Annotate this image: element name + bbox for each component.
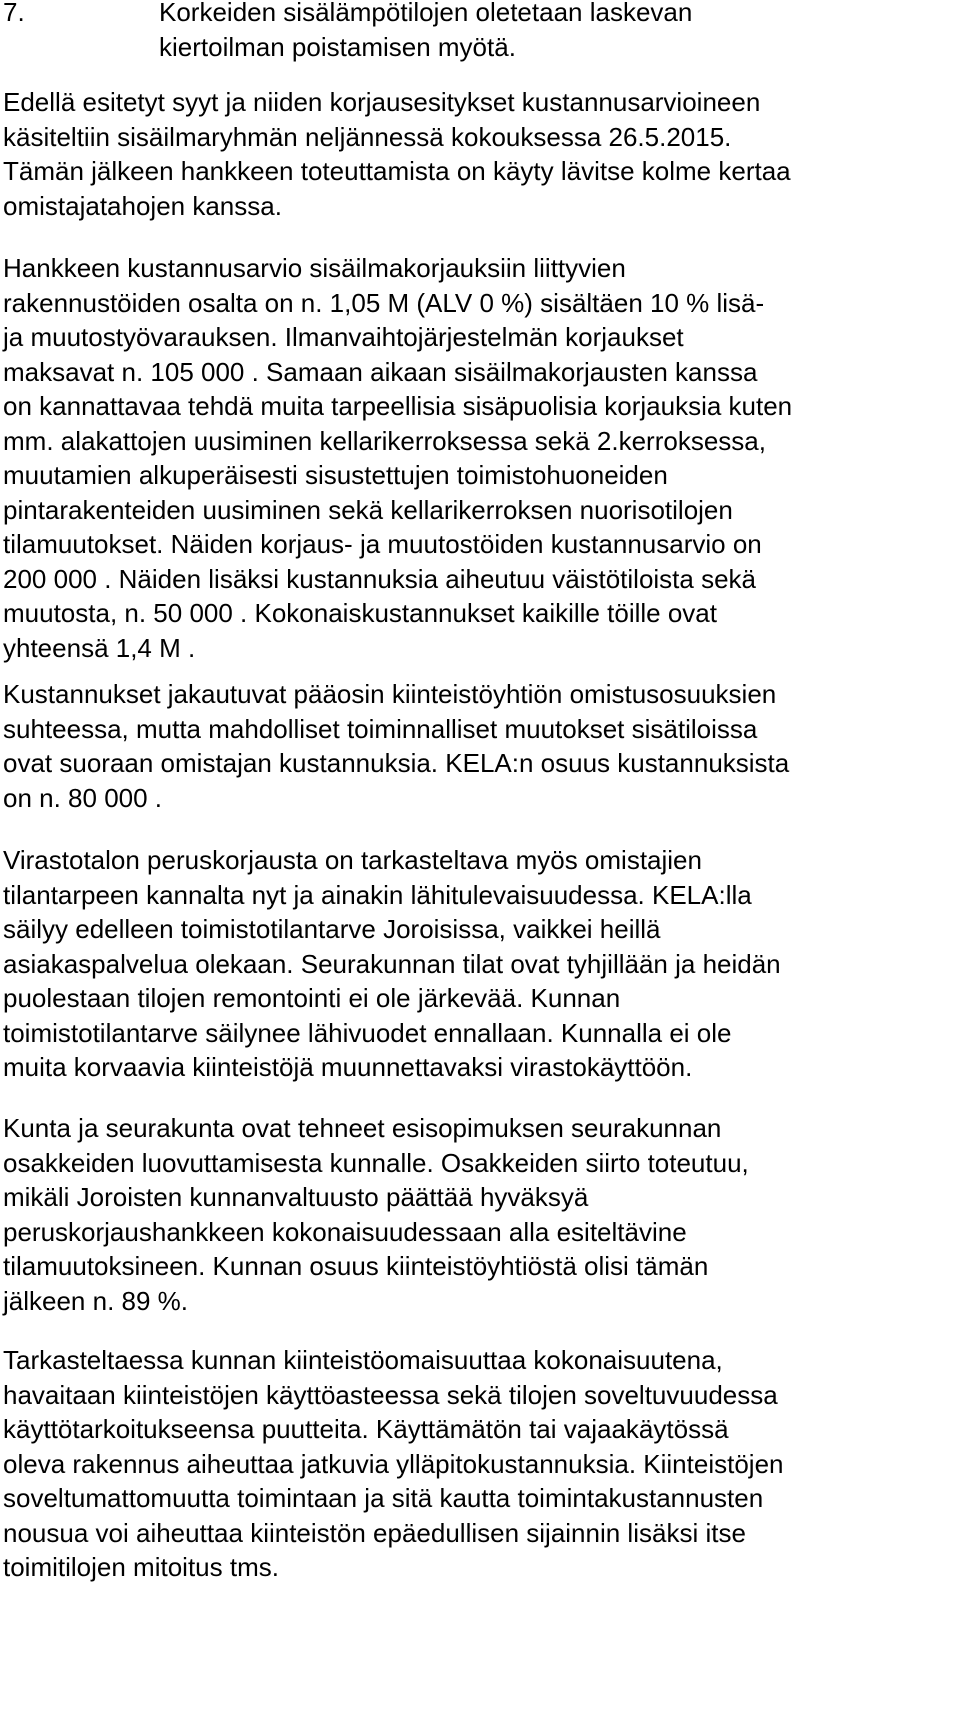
text-line: muutamien alkuperäisesti sisustettujen toimistohuoneiden xyxy=(3,460,668,490)
paragraph-cost-distribution xyxy=(3,677,949,815)
text-line: ja muutostyövarauksen. Ilmanvaihtojärjestelmän korjaukset xyxy=(3,322,684,352)
text-line: nousua voi aiheuttaa kiinteistön epäedullisen sijainnin lisäksi itse xyxy=(3,1517,746,1548)
text-line: 200 000 . Näiden lisäksi kustannuksia aiheutuu väistötiloista sekä xyxy=(3,563,757,594)
text-line: jälkeen n. 89 %. xyxy=(3,1285,189,1316)
paragraph-share-transfer xyxy=(3,1111,949,1318)
text-line: toimistotilantarve säilynee lähivuodet ennallaan. Kunnalla ei ole xyxy=(3,1017,732,1048)
text-line: muita korvaavia kiinteistöjä muunnettavaksi virastokäyttöön. xyxy=(3,1052,693,1082)
text-line: omistajatahojen kanssa. xyxy=(3,190,282,221)
text-line: oleva rakennus aiheuttaa jatkuvia ylläpitokustannuksia. Kiinteistöjen xyxy=(3,1448,784,1479)
text-line: soveltumattomuutta toimintaan ja sitä kautta toimintakustannusten xyxy=(3,1483,764,1513)
text-line: tilantarpeen kannalta nyt ja ainakin lähitulevaisuudessa. KELA:lla xyxy=(3,879,752,910)
text-line: Tämän jälkeen hankkeen toteuttamista on käyty lävitse kolme kertaa xyxy=(3,156,791,186)
text-line: asiakaspalvelua olekaan. Seurakunnan tilat ovat tyhjillään ja heidän xyxy=(3,948,781,979)
text-line: toimitilojen mitoitus tms. xyxy=(3,1552,279,1582)
text-line: maksavat n. 105 000 . Samaan aikaan sisäilmakorjausten kanssa xyxy=(3,356,758,387)
text-line: puolestaan tilojen remontointi ei ole järkevää. Kunnan xyxy=(3,983,621,1013)
paragraph-property-assessment xyxy=(3,1343,949,1585)
text-line: tilamuutokset. Näiden korjaus- ja muutostöiden kustannusarvio on xyxy=(3,529,762,559)
text-line: Tarkasteltaessa kunnan kiinteistöomaisuuttaa kokonaisuutena, xyxy=(3,1345,723,1375)
text-line: mikäli Joroisten kunnanvaltuusto päättää hyväksyä xyxy=(3,1182,589,1212)
text-line: käyttötarkoitukseensa puutteita. Käyttämätön tai vajaakäytössä xyxy=(3,1414,729,1444)
text-line: mm. alakattojen uusiminen kellarikerroksessa sekä 2.kerroksessa, xyxy=(3,425,766,456)
list-item-number: 7. xyxy=(3,0,25,27)
text-line: havaitaan kiinteistöjen käyttöasteessa sekä tilojen soveltuvuudessa xyxy=(3,1379,778,1410)
paragraph-cost-review xyxy=(3,85,949,223)
text-line: Edellä esitetyt syyt ja niiden korjausesitykset kustannusarvioineen xyxy=(3,87,761,117)
text-line: käsiteltiin sisäilmaryhmän neljännessä kokouksessa 26.5.2015. xyxy=(3,121,732,152)
text-line: ovat suoraan omistajan kustannuksia. KELA:n osuus kustannuksista xyxy=(3,748,790,778)
text-line: on n. 80 000 . xyxy=(3,782,163,813)
text-line: yhteensä 1,4 M . xyxy=(3,632,196,663)
text-line: on kannattavaa tehdä muita tarpeellisia sisäpuolisia korjauksia kuten xyxy=(3,391,793,421)
text-line: Virastotalon peruskorjausta on tarkasteltava myös omistajien xyxy=(3,845,702,875)
paragraph-cost-estimate xyxy=(3,251,949,665)
text-line: peruskorjaushankkeen kokonaisuudessaan alla esiteltävine xyxy=(3,1216,687,1247)
text-line: kiertoilman poistamisen myötä. xyxy=(159,31,516,62)
text-line: säilyy edelleen toimistotilantarve Joroisissa, vaikkei heillä xyxy=(3,914,661,944)
text-line: muutosta, n. 50 000 . Kokonaiskustannukset kaikille töille ovat xyxy=(3,598,717,628)
text-line: Kunta ja seurakunta ovat tehneet esisopimuksen seurakunnan xyxy=(3,1113,722,1143)
text-line: pintarakenteiden uusiminen sekä kellarikerroksen nuorisotilojen xyxy=(3,494,733,525)
text-line: Korkeiden sisälämpötilojen oletetaan laskevan xyxy=(159,0,693,27)
text-line: Kustannukset jakautuvat pääosin kiinteistöyhtiön omistusosuuksien xyxy=(3,679,777,709)
text-line: tilamuutoksineen. Kunnan osuus kiinteistöyhtiöstä olisi tämän xyxy=(3,1251,709,1281)
text-line: osakkeiden luovuttamisesta kunnalle. Osakkeiden siirto toteutuu, xyxy=(3,1147,749,1178)
text-line: rakennustöiden osalta on n. 1,05 M (ALV 0 %) sisältäen 10 % lisä- xyxy=(3,287,765,318)
text-line: Hankkeen kustannusarvio sisäilmakorjauksiin liittyvien xyxy=(3,253,626,283)
paragraph-space-needs xyxy=(3,843,949,1085)
list-item-text xyxy=(159,0,939,64)
text-line: suhteessa, mutta mahdolliset toiminnalliset muutokset sisätiloissa xyxy=(3,713,758,744)
